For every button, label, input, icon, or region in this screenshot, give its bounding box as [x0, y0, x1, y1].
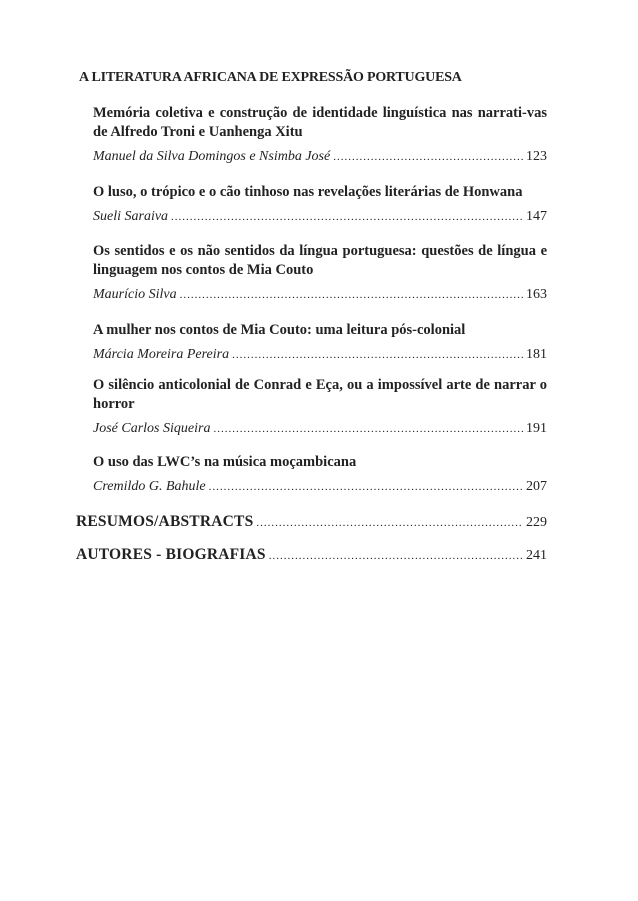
dot-leader	[232, 346, 523, 365]
toc-entry-page: 181	[526, 347, 547, 362]
toc-entry[interactable]	[93, 453, 547, 497]
toc-major-title: AUTORES - BIOGRAFIAS	[76, 546, 266, 563]
toc-entry-authors: Márcia Moreira Pereira	[93, 347, 230, 362]
toc-major-title: RESUMOS/ABSTRACTS	[76, 513, 254, 530]
toc-entry[interactable]	[93, 321, 547, 365]
toc-entry-page: 123	[526, 149, 547, 164]
toc-entry-byline	[93, 477, 547, 497]
toc-entry-page: 147	[526, 209, 547, 224]
toc-entry-page: 191	[526, 421, 547, 436]
toc-entry[interactable]	[93, 376, 547, 439]
toc-entry-authors: José Carlos Siqueira	[93, 421, 211, 436]
toc-entry[interactable]	[93, 183, 547, 227]
toc-entry-title: Memória coletiva e construção de identidade linguística nas narrati-vas de Alfredo Troni e Uanhenga Xitu	[93, 105, 547, 140]
toc-entry-byline	[93, 207, 547, 227]
toc-entry-page: 207	[526, 479, 547, 494]
toc-entry-byline	[93, 345, 547, 365]
toc-entry-authors: Maurício Silva	[93, 287, 177, 302]
toc-major-page: 229	[526, 515, 547, 530]
toc-entry-byline	[93, 285, 547, 305]
toc-entry-title: A mulher nos contos de Mia Couto: uma leitura pós-colonial	[93, 322, 466, 338]
dot-leader	[171, 208, 523, 227]
dot-leader	[269, 546, 523, 566]
toc-entry-page: 163	[526, 287, 547, 302]
section-title: A LITERATURA AFRICANA DE EXPRESSÃO PORTUGUESA	[79, 70, 462, 85]
toc-entry-title: Os sentidos e os não sentidos da língua portuguesa: questões de língua e linguagem nos contos de Mia Couto	[93, 243, 547, 278]
toc-major-autores[interactable]	[76, 545, 547, 566]
dot-leader	[256, 513, 523, 533]
toc-entry[interactable]	[93, 242, 547, 305]
toc-major-page: 241	[526, 548, 547, 563]
toc-entry-byline	[93, 147, 547, 167]
toc-major-resumos[interactable]	[76, 512, 547, 533]
toc-entry-byline	[93, 419, 547, 439]
toc-entry-title: O luso, o trópico e o cão tinhoso nas revelações literárias de Honwana	[93, 184, 523, 200]
dot-leader	[213, 420, 523, 439]
dot-leader	[180, 286, 523, 305]
toc-entry-title: O uso das LWC’s na música moçambicana	[93, 454, 357, 470]
toc-entry-title: O silêncio anticolonial de Conrad e Eça, ou a impossível arte de narrar o horror	[93, 377, 547, 412]
dot-leader	[209, 478, 523, 497]
toc-entry[interactable]	[93, 104, 547, 167]
toc-entry-authors: Manuel da Silva Domingos e Nsimba José	[93, 149, 331, 164]
dot-leader	[333, 148, 523, 167]
toc-entry-authors: Sueli Saraiva	[93, 209, 169, 224]
toc-entry-authors: Cremildo G. Bahule	[93, 479, 206, 494]
